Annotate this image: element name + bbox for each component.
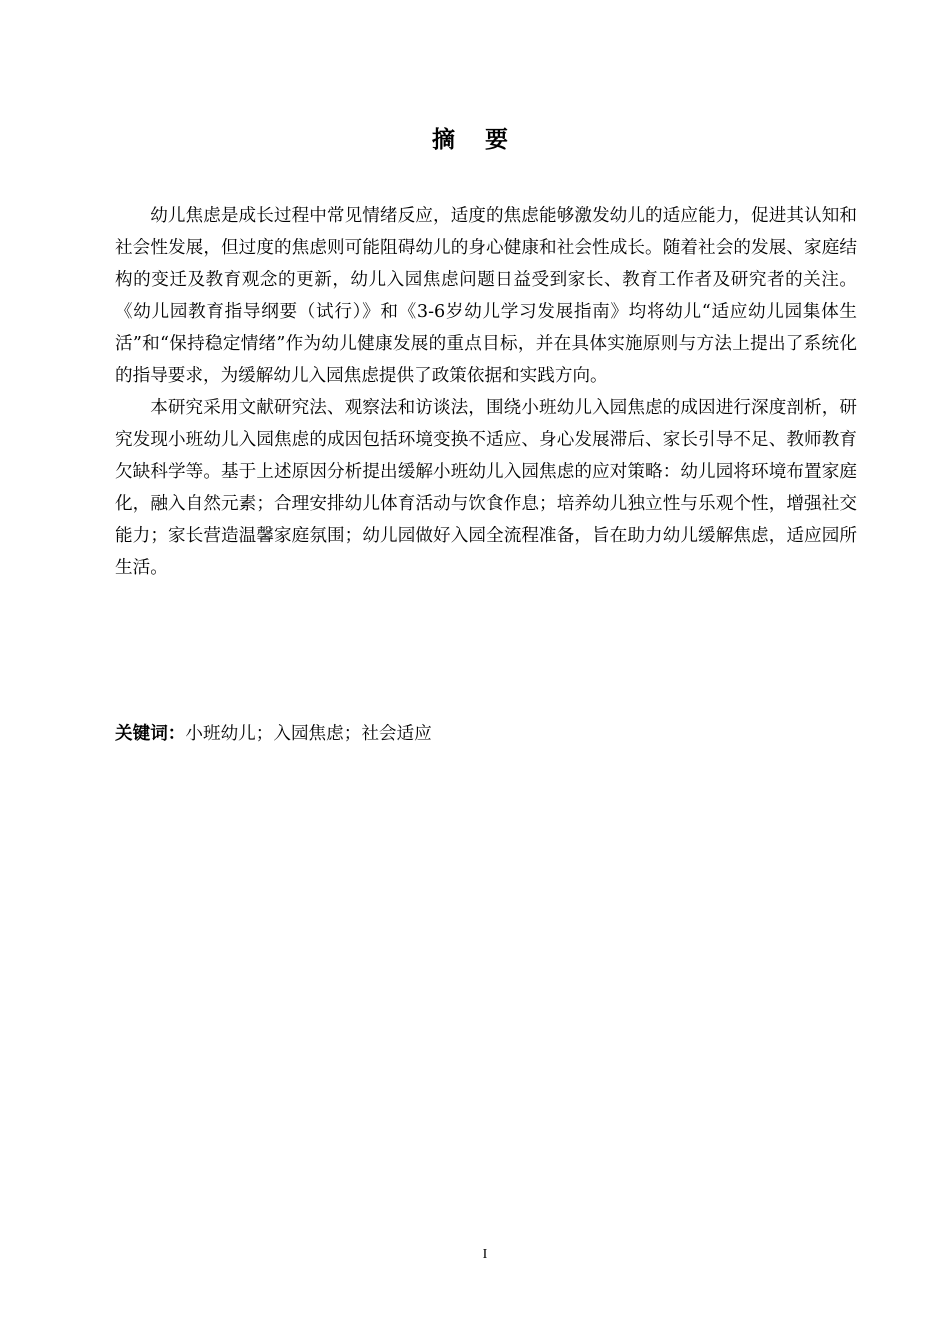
keywords-line bbox=[115, 718, 857, 750]
page-number: I bbox=[482, 1247, 488, 1262]
keywords-value: 小班幼儿；入园焦虑；社会适应 bbox=[185, 724, 432, 744]
abstract-heading: 摘要 bbox=[432, 127, 538, 153]
abstract-paragraph-2: 本研究采用文献研究法、观察法和访谈法，围绕小班幼儿入园焦虑的成因进行深度剖析，研究发现小班幼儿入园焦虑的成因包括环境变换不适应、身心发展滞后、家长引导不足、教师教育欠缺科学等。基于上述原因分析提出缓解小班幼儿入园焦虑的应对策略：幼儿园将环境布置家庭化，融入自然元素；合理安排幼儿体育活动与饮食作息；培养幼儿独立性与乐观个性，增强社交能力；家长营造温馨家庭氛围；幼儿园做好入园全流程准备，旨在助力幼儿缓解焦虑，适应园所生活。 bbox=[115, 398, 857, 578]
keywords-label: 关键词： bbox=[115, 724, 186, 744]
abstract-body bbox=[115, 200, 857, 584]
abstract-paragraph-1: 幼儿焦虑是成长过程中常见情绪反应，适度的焦虑能够激发幼儿的适应能力，促进其认知和社会性发展，但过度的焦虑则可能阻碍幼儿的身心健康和社会性成长。随着社会的发展、家庭结构的变迁及教育观念的更新，幼儿入园焦虑问题日益受到家长、教育工作者及研究者的关注。《幼儿园教育指导纲要（试行）》和《3-6岁幼儿学习发展指南》均将幼儿“适应幼儿园集体生活”和“保持稳定情绪”作为幼儿健康发展的重点目标，并在具体实施原则与方法上提出了系统化的指导要求，为缓解幼儿入园焦虑提供了政策依据和实践方向。 bbox=[115, 206, 857, 386]
